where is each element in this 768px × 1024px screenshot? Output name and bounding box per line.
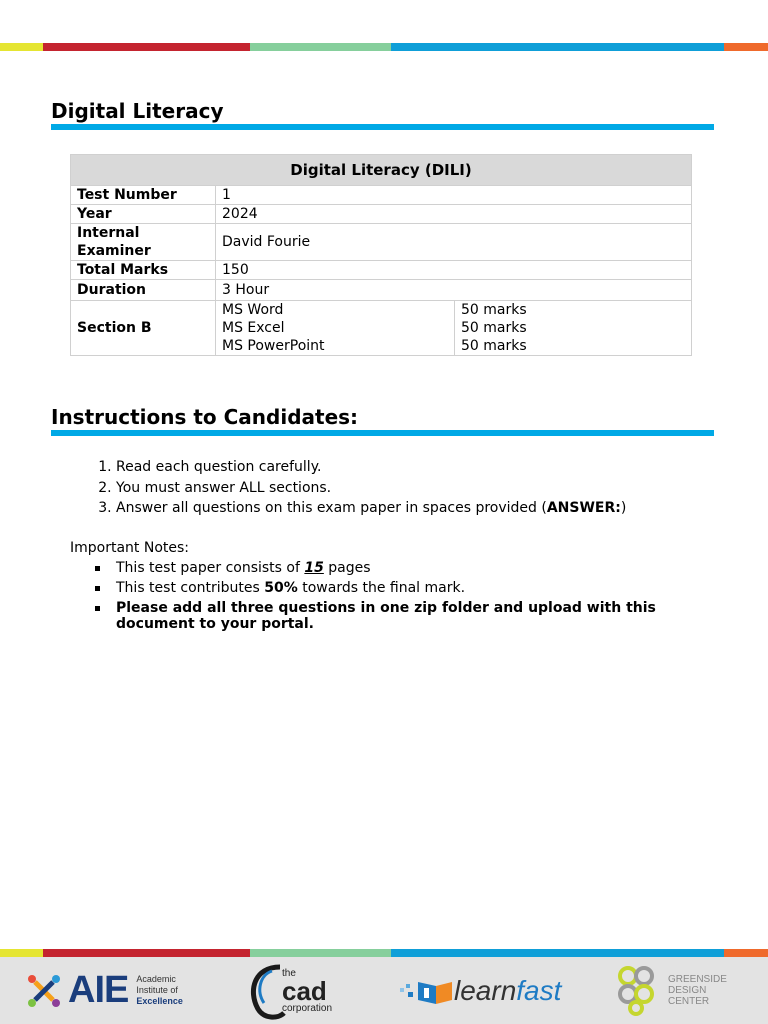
- notes-list: [66, 560, 716, 636]
- aie-line: Academic: [136, 974, 176, 984]
- row-label: Test Number: [71, 186, 216, 205]
- section-item-marks: 50 marks: [461, 338, 527, 354]
- section-label: Section B: [71, 301, 216, 356]
- answer-keyword: ANSWER:: [546, 500, 621, 516]
- cad-name: cad: [282, 975, 327, 1006]
- learnfast-name: [454, 975, 561, 1007]
- cad-text: [282, 968, 332, 1014]
- instructions-rule: [51, 430, 714, 436]
- greenside-line: DESIGN: [668, 985, 707, 996]
- learnfast-part2: fast: [516, 974, 562, 1006]
- instructions-heading: Instructions to Candidates:: [51, 405, 359, 429]
- aie-subtitle: [136, 974, 183, 1007]
- instruction-text-end: ): [620, 500, 627, 516]
- aie-line: Institute of: [136, 985, 178, 995]
- row-value: 3 Hour: [216, 280, 692, 301]
- section-item-name: MS PowerPoint: [222, 338, 325, 354]
- top-color-stripe: [0, 43, 768, 51]
- row-value: David Fourie: [216, 224, 692, 261]
- page-count: 15: [304, 560, 324, 576]
- aie-name: AIE: [68, 969, 129, 1011]
- learnfast-book-icon: [400, 976, 454, 1006]
- greenside-logo: [618, 957, 727, 1024]
- section-item-marks: 50 marks: [461, 320, 527, 336]
- note-text-end: pages: [323, 560, 371, 576]
- greenside-line: GREENSIDE: [668, 974, 727, 985]
- row-value: 2024: [216, 205, 692, 224]
- aie-line-bold: Excellence: [136, 996, 183, 1006]
- list-item: 1. Read each question carefully.: [116, 457, 756, 477]
- list-item: [116, 498, 756, 518]
- list-item: [116, 560, 716, 576]
- notes-title: Important Notes:: [70, 540, 190, 556]
- list-item: [116, 580, 716, 596]
- section-item-name: MS Word: [222, 302, 284, 318]
- table-row: [71, 224, 692, 261]
- table-row: [71, 205, 692, 224]
- row-label: Total Marks: [71, 261, 216, 280]
- note-text: This test contributes: [116, 580, 265, 596]
- greenside-line: CENTER: [668, 996, 710, 1007]
- table-row-section: [71, 301, 692, 356]
- instructions-list: [66, 457, 756, 519]
- test-info-table: [70, 154, 692, 356]
- table-caption: Digital Literacy (DILI): [71, 155, 692, 186]
- section-items: [216, 301, 455, 356]
- page-title: Digital Literacy: [51, 99, 224, 123]
- footer-logos: [0, 957, 768, 1024]
- aie-star-icon: [26, 973, 62, 1009]
- section-item-marks: 50 marks: [461, 302, 527, 318]
- row-label: Year: [71, 205, 216, 224]
- learnfast-part1: learn: [454, 974, 517, 1006]
- section-item-name: MS Excel: [222, 320, 285, 336]
- note-text-end: towards the final mark.: [297, 580, 466, 596]
- title-rule: [51, 124, 714, 130]
- list-item: 2. You must answer ALL sections.: [116, 478, 756, 498]
- table-row: [71, 186, 692, 205]
- learnfast-logo: [400, 957, 561, 1024]
- section-marks: [455, 301, 692, 356]
- cad-line: corporation: [282, 1002, 333, 1014]
- row-label: Duration: [71, 280, 216, 301]
- contribution-value: 50%: [264, 580, 298, 596]
- greenside-gdc-icon: [618, 966, 662, 1016]
- row-value: 1: [216, 186, 692, 205]
- table-row: [71, 261, 692, 280]
- cad-logo: [244, 957, 332, 1024]
- aie-logo: [26, 957, 183, 1024]
- row-label: Internal Examiner: [71, 224, 216, 261]
- bottom-color-stripe: [0, 949, 768, 957]
- instruction-text: Answer all questions on this exam paper in spaces provided (: [116, 500, 547, 516]
- cad-line: the: [282, 967, 296, 979]
- greenside-text: [668, 974, 727, 1007]
- note-text: This test paper consists of: [116, 560, 305, 576]
- list-item: Please add all three questions in one zip folder and upload with this document to your portal.: [116, 600, 716, 632]
- row-value: 150: [216, 261, 692, 280]
- table-row: [71, 280, 692, 301]
